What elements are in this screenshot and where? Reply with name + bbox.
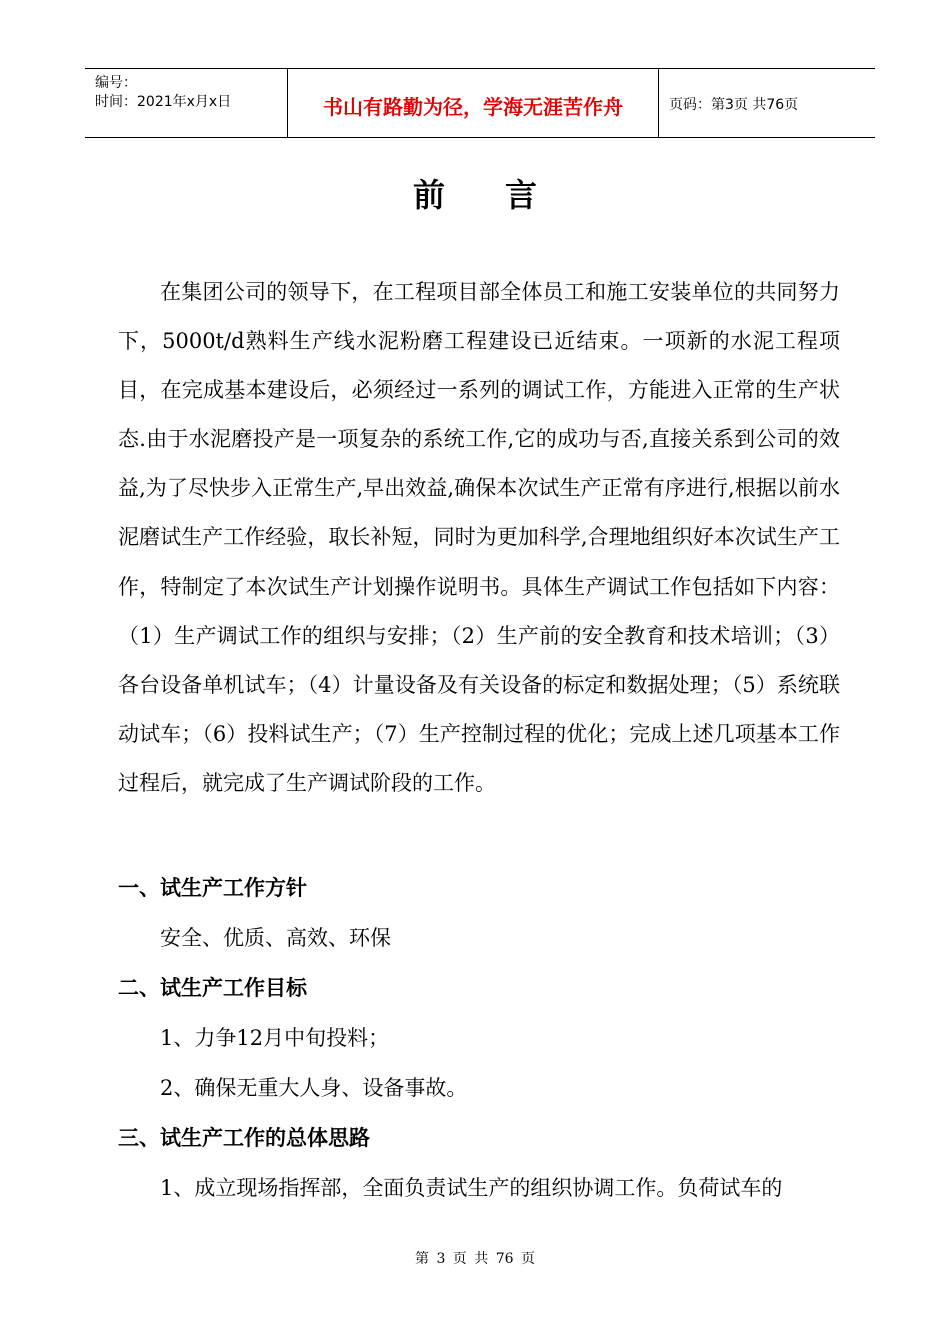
- document-date-label: 时间：2021年x月x日: [95, 94, 232, 110]
- goal-item-1: 1、力争12月中旬投料；: [160, 1026, 390, 1050]
- header-motto: 书山有路勤为径，学海无涯苦作舟: [323, 95, 623, 119]
- header-page-info: 页码：第3页 共76页: [669, 97, 799, 113]
- page-footer: 第 3 页 共 76 页: [415, 1251, 535, 1267]
- section-heading-policy: 一、试生产工作方针: [118, 876, 307, 900]
- header-motto-cell: [287, 69, 659, 137]
- section-heading-approach: 三、试生产工作的总体思路: [118, 1126, 370, 1150]
- section-heading-goals: 二、试生产工作目标: [118, 976, 307, 1000]
- approach-item-1: 1、成立现场指挥部，全面负责试生产的组织协调工作。负荷试车的: [160, 1176, 783, 1200]
- goal-item-2: 2、确保无重大人身、设备事故。: [160, 1076, 468, 1100]
- section-text-policy: 安全、优质、高效、环保: [160, 926, 391, 950]
- page-title: 前言: [412, 176, 597, 214]
- header-page-cell: [659, 69, 875, 137]
- header-meta-cell: [85, 69, 287, 137]
- document-code-label: 编号：: [95, 75, 137, 91]
- intro-paragraph: 在集团公司的领导下，在工程项目部全体员工和施工安装单位的共同努力下，5000t/d熟料生产线水泥粉磨工程建设已近结束。一项新的水泥工程项目，在完成基本建设后，必须经过一系列的调试工作，方能进入正常的生产状态.由于水泥磨投产是一项复杂的系统工作,它的成功与否,直接关系到公司的效益,为了尽快步入正常生产,早出效益,确保本次试生产正常有序进行,根据以前水泥磨试生产工作经验，取长补短，同时为更加科学,合理地组织好本次试生产工作，特制定了本次试生产计划操作说明书。具体生产调试工作包括如下内容：（1）生产调试工作的组织与安排；（2）生产前的安全教育和技术培训；（3）各台设备单机试车；（4）计量设备及有关设备的标定和数据处理；（5）系统联动试车；（6）投料试生产；（7）生产控制过程的优化；完成上述几项基本工作过程后，就完成了生产调试阶段的工作。: [118, 280, 840, 795]
- page-header: [85, 68, 875, 138]
